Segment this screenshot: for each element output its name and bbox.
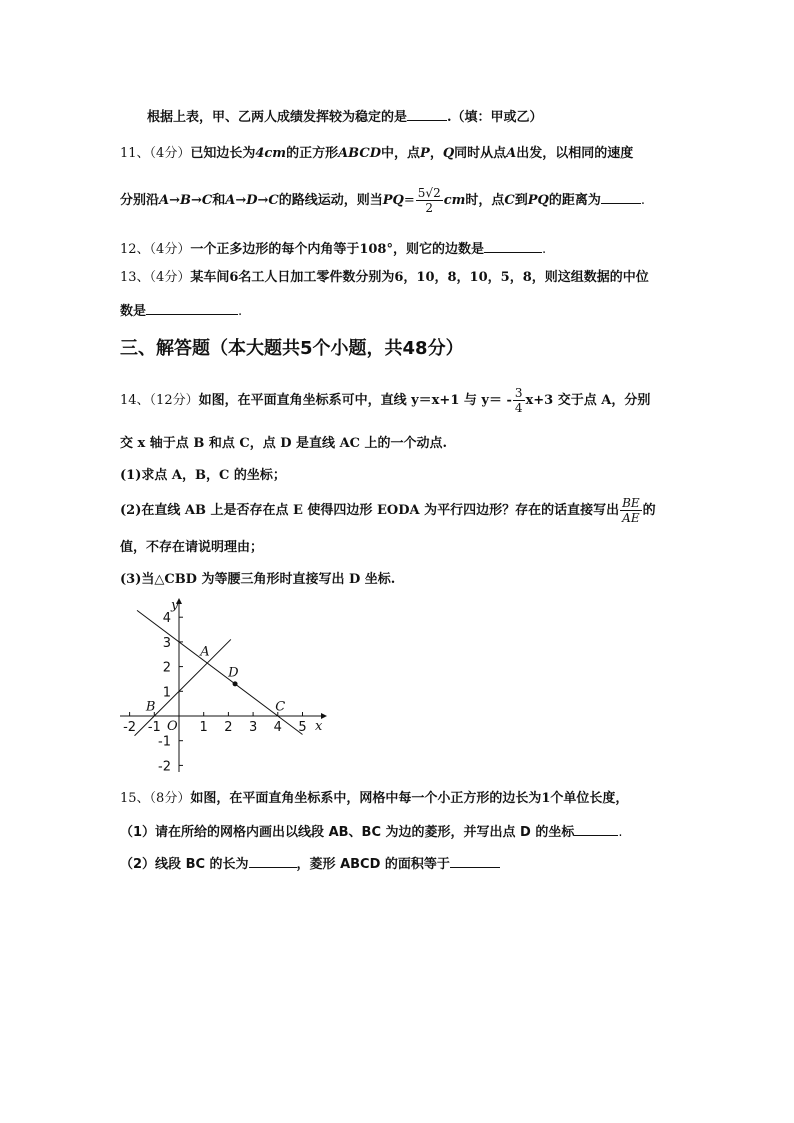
answer-blank[interactable]	[146, 302, 238, 315]
intro-text: 根据上表，甲、乙两人成绩发挥较为稳定的是	[147, 110, 408, 125]
q14-number: 14、（12分）	[120, 393, 199, 408]
q15-text: 如图，在平面直角坐标系中，网格中每一个小正方形的边长为1个单位长度，	[190, 791, 629, 806]
q11-end: .	[640, 193, 646, 208]
q13-end: .	[238, 304, 243, 319]
q15-part2	[120, 855, 500, 873]
x-tick-label: 4	[273, 720, 282, 735]
q12-text: 一个正多边形的每个内角等于108°，则它的边数是	[190, 242, 484, 257]
q14-text: x+3 交于点 A，分别	[525, 393, 651, 408]
q11-text: 到	[514, 193, 528, 208]
fraction-numerator: 3	[514, 386, 523, 400]
q11-point: P	[420, 146, 430, 161]
x-axis-label: x	[315, 719, 323, 734]
q14-part3: (3)当△CBD 为等腰三角形时直接写出 D 坐标.	[120, 572, 396, 587]
q14-text: 的	[642, 503, 656, 518]
q11-text: 时，点	[465, 193, 505, 208]
fraction-denominator: AE	[622, 511, 640, 525]
q11-route: A→B→C	[159, 193, 213, 208]
q15-text: ，菱形 ABCD 的面积等于	[296, 857, 450, 872]
q11-square: ABCD	[338, 146, 382, 161]
q13-line1	[120, 270, 649, 286]
answer-blank[interactable]	[484, 240, 542, 253]
q15-part1	[120, 823, 623, 841]
q14-part2	[120, 496, 656, 526]
q11-point: Q	[442, 146, 455, 161]
point-d-dot	[233, 681, 238, 686]
q11-segment: PQ	[382, 193, 404, 208]
point-label-d: D	[228, 665, 239, 681]
q11-point: C	[504, 193, 515, 208]
q11-line1	[120, 146, 633, 162]
q15-end: .	[618, 825, 623, 840]
y-tick-label: 2	[162, 660, 171, 676]
q12-end: .	[541, 242, 547, 257]
q14-part2-cont: 值，不存在请说明理由；	[120, 540, 264, 555]
y-tick-label: 3	[162, 635, 171, 651]
q15-text: （2）线段 BC 的长为	[120, 857, 249, 872]
point-label-c: C	[275, 699, 286, 715]
answer-blank[interactable]	[450, 855, 500, 868]
q11-point: A	[506, 146, 517, 161]
q11-number: 11、（4分）	[120, 146, 191, 161]
x-tick-label: -2	[123, 720, 137, 735]
intro-hint: .（填：甲或乙）	[447, 110, 543, 125]
q11-text: 已知边长为	[190, 146, 256, 161]
q14-fraction	[513, 386, 525, 415]
y-tick-label: 4	[162, 611, 171, 627]
x-tick-label: 2	[224, 720, 233, 735]
q15-number: 15、（8分）	[120, 791, 191, 806]
fraction-denominator: 4	[514, 401, 523, 415]
q11-text: 分别沿	[120, 193, 160, 208]
q14-text: (2)在直线 AB 上是否存在点 E 使得四边形 EODA 为平行四边形？存在的话直接写出	[120, 503, 620, 518]
section-title: 三、解答题（本大题共5个小题，共48分）	[120, 338, 464, 359]
x-tick-label: 5	[298, 720, 307, 735]
q13-text: 数是	[120, 304, 147, 319]
q11-text: 的距离为	[548, 193, 601, 208]
q13-line2	[120, 302, 242, 320]
q14-ratio-fraction	[620, 496, 642, 525]
q14-line1	[120, 386, 650, 415]
origin-label: O	[167, 719, 178, 734]
q11-text: ，	[429, 146, 443, 161]
q14-line2: 交 x 轴于点 B 和点 C，点 D 是直线 AC 上的一个动点.	[120, 436, 448, 451]
answer-blank[interactable]	[249, 855, 297, 868]
y-tick-label: 1	[162, 685, 171, 701]
x-tick-label: -1	[147, 720, 161, 735]
q11-text: 出发，以相同的速度	[516, 146, 634, 161]
point-label-a: A	[200, 644, 210, 660]
q13-number: 13、（4分）	[120, 270, 191, 285]
q11-text: 的正方形	[286, 146, 339, 161]
coordinate-graph	[115, 596, 330, 778]
q11-line2	[120, 186, 645, 215]
point-label-b: B	[145, 699, 156, 715]
q15-text: （1）请在所给的网格内画出以线段 AB、BC 为边的菱形，并写出点 D 的坐标	[120, 825, 575, 840]
q12-number: 12、（4分）	[120, 242, 191, 257]
y-axis-label: y	[171, 598, 179, 613]
q11-text: 的路线运动，则当	[278, 193, 383, 208]
line-y-eq-x-plus-1	[135, 639, 231, 735]
q11-unit: cm	[443, 193, 466, 208]
answer-blank[interactable]	[601, 191, 641, 204]
q14-text: 如图，在平面直角坐标系可中，直线 y＝x+1 与 y＝ -	[198, 393, 512, 408]
y-tick-label: -2	[158, 759, 171, 775]
q11-segment: PQ	[527, 193, 549, 208]
answer-blank[interactable]	[407, 108, 447, 121]
q11-text: 中，点	[381, 146, 421, 161]
q11-fraction	[416, 186, 443, 215]
answer-blank[interactable]	[574, 823, 618, 836]
fraction-numerator: 5√2	[417, 186, 441, 200]
q11-route: A→D→C	[225, 193, 279, 208]
q14-part1: (1)求点 A，B，C 的坐标；	[120, 468, 286, 483]
q11-text: 同时从点	[454, 146, 507, 161]
fraction-numerator: BE	[622, 496, 640, 510]
y-tick-label: -1	[158, 734, 171, 750]
intro-line	[147, 108, 543, 126]
q12-line	[120, 240, 546, 258]
q11-text: 和	[212, 193, 226, 208]
q15-line1	[120, 791, 628, 807]
x-tick-label: 3	[248, 720, 258, 735]
fraction-denominator: 2	[425, 201, 434, 215]
q13-text: 某车间6名工人日加工零件数分别为6，10，8，10，5，8，则这组数据的中位	[190, 270, 649, 285]
q11-eq: =	[403, 193, 415, 208]
x-tick-label: 1	[199, 720, 208, 735]
q11-side: 4cm	[255, 146, 287, 161]
